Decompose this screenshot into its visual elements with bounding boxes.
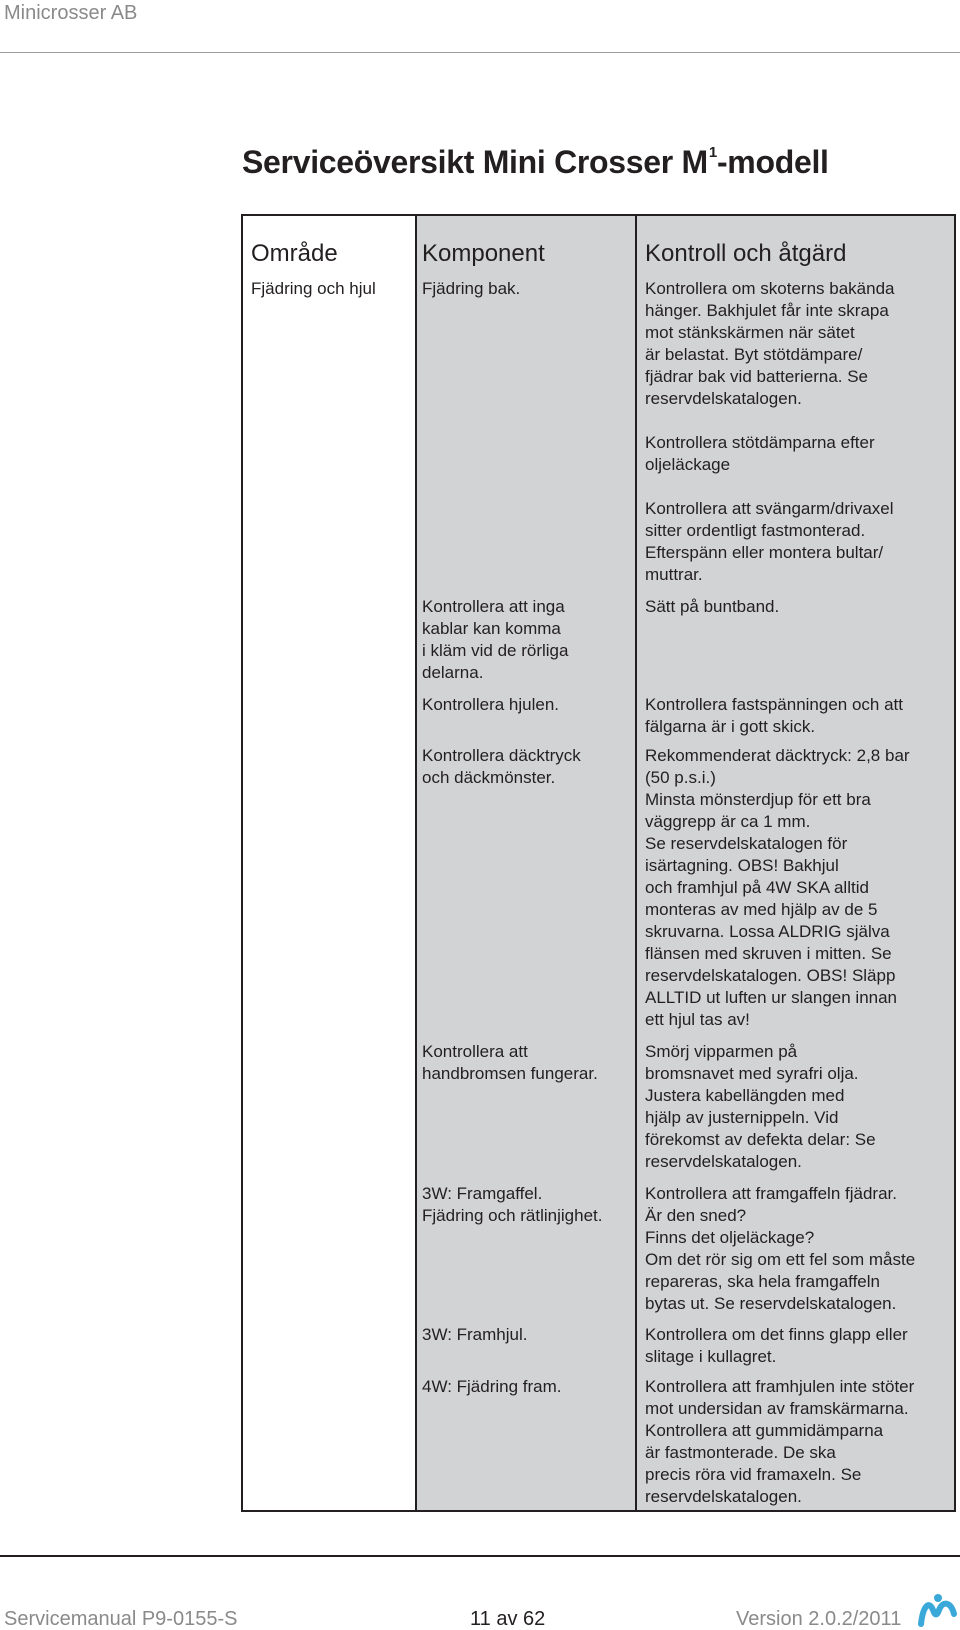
column-component [415, 214, 636, 1512]
header-divider [0, 52, 960, 53]
minicrosser-logo-icon [918, 1592, 958, 1628]
cell-component-1: Fjädring bak. [422, 279, 521, 298]
footer-page-number: 11 av 62 [470, 1608, 546, 1630]
cell-action-3: Kontrollera att svängarm/drivaxel sitter ordentligt fastmonterad. Efterspänn eller montera bultar/ muttrar. [645, 499, 894, 584]
title-main: Serviceöversikt Mini Crosser M [242, 144, 708, 180]
cell-action-7: Smörj vipparmen på bromsnavet med syrafri olja. Justera kabellängden med hjälp av justernippeln. Vid förekomst av defekta delar: Se reservdelskatalogen. [645, 1042, 876, 1171]
column-area [241, 214, 416, 1512]
cell-component-8: 3W: Framgaffel. Fjädring och rätlinjighet. [422, 1184, 603, 1225]
cell-action-1: Kontrollera om skoterns bakända hänger. Bakhjulet får inte skrapa mot stänkskärmen när sätet är belastat. Byt stötdämpare/ fjädrar bak vid batterierna. Se reservdelskatalogen. [645, 279, 895, 408]
cell-component-7: Kontrollera att handbromsen fungerar. [422, 1042, 598, 1083]
cell-action-4: Sätt på buntband. [645, 597, 780, 616]
cell-action-8: Kontrollera att framgaffeln fjädrar. Är den sned? Finns det oljeläckage? Om det rör sig om ett fel som måste repareras, ska hela framgaffeln bytas ut. Se reservdelskatalogen. [645, 1184, 916, 1313]
footer-manual: Servicemanual P9-0155-S [4, 1608, 238, 1630]
cell-component-10: 4W: Fjädring fram. [422, 1377, 562, 1396]
column-header-component: Komponent [422, 240, 545, 267]
cell-action-5: Kontrollera fastspänningen och att fälgarna är i gott skick. [645, 695, 904, 736]
title-superscript: 1 [708, 144, 717, 161]
footer-divider [0, 1555, 960, 1557]
cell-action-9: Kontrollera om det finns glapp eller slitage i kullagret. [645, 1325, 908, 1366]
cell-component-9: 3W: Framhjul. [422, 1325, 528, 1344]
cell-action-10: Kontrollera att framhjulen inte stöter mot undersidan av framskärmarna. Kontrollera att gummidämparna är fastmonterade. De ska precis röra vid framaxeln. Se reservdelskatalogen. [645, 1377, 915, 1506]
cell-action-6: Rekommenderat däcktryck: 2,8 bar (50 p.s.i.) Minsta mönsterdjup för ett bra väggrepp är ca 1 mm. Se reservdelskatalogen för isärtagning. OBS! Bakhjul och framhjul på 4W SKA alltid monteras av med hjälp av de 5 skruvarna. Lossa ALDRIG själva flänsen med skruven i mitten. Se reservdelskatalogen. OBS! Släpp ALLTID ut luften ur slangen innan ett hjul tas av! [645, 746, 910, 1029]
company-name: Minicrosser AB [4, 2, 138, 24]
cell-component-4: Kontrollera att inga kablar kan komma i kläm vid de rörliga delarna. [422, 597, 569, 682]
column-header-area: Område [251, 240, 338, 267]
cell-component-6: Kontrollera däcktryck och däckmönster. [422, 746, 581, 787]
column-header-action: Kontroll och åtgärd [645, 240, 847, 267]
title-suffix: -modell [716, 144, 829, 180]
cell-area-1: Fjädring och hjul [251, 279, 376, 298]
page-title [242, 144, 829, 181]
cell-component-5: Kontrollera hjulen. [422, 695, 560, 714]
footer-version: Version 2.0.2/2011 [736, 1608, 902, 1630]
cell-action-2: Kontrollera stötdämparna efter oljeläckage [645, 433, 875, 474]
